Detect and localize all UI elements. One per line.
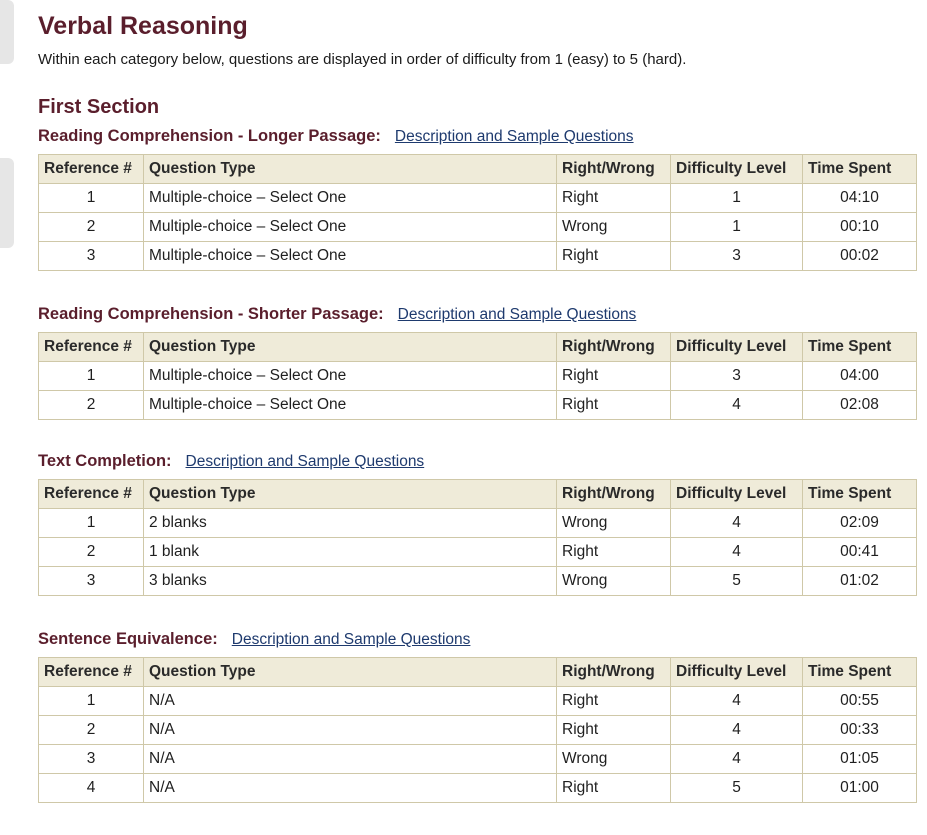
header-time-spent: Time Spent — [803, 480, 917, 509]
cell-question-type: Multiple-choice – Select One — [144, 184, 557, 213]
header-time-spent: Time Spent — [803, 155, 917, 184]
header-reference: Reference # — [39, 658, 144, 687]
cell-reference: 3 — [39, 567, 144, 596]
table-row — [39, 745, 917, 774]
category-title: Text Completion: — [38, 452, 172, 470]
cell-right-wrong: Wrong — [557, 509, 671, 538]
cell-reference: 2 — [39, 391, 144, 420]
cell-question-type: 1 blank — [144, 538, 557, 567]
cell-question-type: N/A — [144, 774, 557, 803]
cell-right-wrong: Wrong — [557, 567, 671, 596]
cell-time-spent: 00:02 — [803, 242, 917, 271]
category-title: Sentence Equivalence: — [38, 630, 218, 648]
results-table-rc-longer — [38, 154, 917, 271]
cell-reference: 4 — [39, 774, 144, 803]
header-right-wrong: Right/Wrong — [557, 155, 671, 184]
header-right-wrong: Right/Wrong — [557, 333, 671, 362]
cell-time-spent: 00:33 — [803, 716, 917, 745]
cell-reference: 1 — [39, 509, 144, 538]
header-reference: Reference # — [39, 155, 144, 184]
description-link[interactable]: Description and Sample Questions — [231, 631, 471, 648]
table-header-row — [39, 658, 917, 687]
cell-question-type: Multiple-choice – Select One — [144, 213, 557, 242]
intro-text: Within each category below, questions are displayed in order of difficulty from 1 (easy) to 5 (hard). — [38, 51, 687, 68]
header-right-wrong: Right/Wrong — [557, 480, 671, 509]
table-row — [39, 538, 917, 567]
header-reference: Reference # — [39, 480, 144, 509]
table-row — [39, 509, 917, 538]
cell-right-wrong: Right — [557, 538, 671, 567]
results-table-rc-shorter — [38, 332, 917, 420]
header-question-type: Question Type — [144, 480, 557, 509]
cell-time-spent: 02:08 — [803, 391, 917, 420]
cell-right-wrong: Right — [557, 774, 671, 803]
category-title: Reading Comprehension - Longer Passage: — [38, 127, 381, 145]
cell-difficulty: 5 — [671, 567, 803, 596]
description-link[interactable]: Description and Sample Questions — [185, 453, 425, 470]
cell-reference: 1 — [39, 184, 144, 213]
cell-right-wrong: Right — [557, 362, 671, 391]
table-header-row — [39, 480, 917, 509]
category-header-rc-longer — [38, 127, 634, 146]
header-question-type: Question Type — [144, 658, 557, 687]
table-header-row — [39, 155, 917, 184]
cell-time-spent: 04:10 — [803, 184, 917, 213]
section-title: First Section — [38, 96, 160, 118]
cell-difficulty: 1 — [671, 213, 803, 242]
cell-reference: 3 — [39, 745, 144, 774]
header-reference: Reference # — [39, 333, 144, 362]
cell-difficulty: 5 — [671, 774, 803, 803]
cell-difficulty: 4 — [671, 538, 803, 567]
cell-difficulty: 4 — [671, 391, 803, 420]
cell-question-type: Multiple-choice – Select One — [144, 362, 557, 391]
cell-question-type: N/A — [144, 745, 557, 774]
header-question-type: Question Type — [144, 155, 557, 184]
page-title: Verbal Reasoning — [38, 12, 248, 40]
table-row — [39, 242, 917, 271]
cell-right-wrong: Wrong — [557, 213, 671, 242]
table-row — [39, 567, 917, 596]
description-link[interactable]: Description and Sample Questions — [397, 306, 637, 323]
cell-time-spent: 00:41 — [803, 538, 917, 567]
scroll-edge-decoration — [0, 0, 14, 64]
cell-right-wrong: Wrong — [557, 745, 671, 774]
category-header-text-completion — [38, 452, 424, 471]
cell-time-spent: 02:09 — [803, 509, 917, 538]
cell-difficulty: 1 — [671, 184, 803, 213]
cell-reference: 1 — [39, 687, 144, 716]
cell-reference: 3 — [39, 242, 144, 271]
cell-time-spent: 00:10 — [803, 213, 917, 242]
cell-right-wrong: Right — [557, 391, 671, 420]
results-table-sentence-equivalence — [38, 657, 917, 803]
cell-difficulty: 3 — [671, 362, 803, 391]
header-time-spent: Time Spent — [803, 658, 917, 687]
cell-right-wrong: Right — [557, 242, 671, 271]
table-row — [39, 687, 917, 716]
cell-right-wrong: Right — [557, 184, 671, 213]
cell-right-wrong: Right — [557, 687, 671, 716]
table-row — [39, 213, 917, 242]
table-row — [39, 774, 917, 803]
table-row — [39, 184, 917, 213]
table-row — [39, 362, 917, 391]
header-difficulty: Difficulty Level — [671, 480, 803, 509]
cell-time-spent: 01:00 — [803, 774, 917, 803]
results-table-text-completion — [38, 479, 917, 596]
cell-reference: 2 — [39, 538, 144, 567]
header-time-spent: Time Spent — [803, 333, 917, 362]
table-header-row — [39, 333, 917, 362]
header-difficulty: Difficulty Level — [671, 658, 803, 687]
category-title: Reading Comprehension - Shorter Passage: — [38, 305, 384, 323]
cell-question-type: N/A — [144, 687, 557, 716]
cell-reference: 1 — [39, 362, 144, 391]
cell-difficulty: 4 — [671, 745, 803, 774]
cell-time-spent: 01:05 — [803, 745, 917, 774]
cell-time-spent: 01:02 — [803, 567, 917, 596]
cell-question-type: N/A — [144, 716, 557, 745]
description-link[interactable]: Description and Sample Questions — [394, 128, 634, 145]
table-row — [39, 716, 917, 745]
cell-reference: 2 — [39, 716, 144, 745]
cell-time-spent: 00:55 — [803, 687, 917, 716]
category-header-rc-shorter — [38, 305, 636, 324]
cell-difficulty: 4 — [671, 509, 803, 538]
category-header-sentence-equivalence — [38, 630, 470, 649]
cell-difficulty: 4 — [671, 716, 803, 745]
cell-reference: 2 — [39, 213, 144, 242]
cell-difficulty: 4 — [671, 687, 803, 716]
cell-time-spent: 04:00 — [803, 362, 917, 391]
header-right-wrong: Right/Wrong — [557, 658, 671, 687]
cell-question-type: 3 blanks — [144, 567, 557, 596]
header-difficulty: Difficulty Level — [671, 333, 803, 362]
cell-difficulty: 3 — [671, 242, 803, 271]
scroll-edge-decoration — [0, 158, 14, 248]
header-difficulty: Difficulty Level — [671, 155, 803, 184]
cell-question-type: 2 blanks — [144, 509, 557, 538]
header-question-type: Question Type — [144, 333, 557, 362]
cell-question-type: Multiple-choice – Select One — [144, 391, 557, 420]
cell-right-wrong: Right — [557, 716, 671, 745]
cell-question-type: Multiple-choice – Select One — [144, 242, 557, 271]
table-row — [39, 391, 917, 420]
